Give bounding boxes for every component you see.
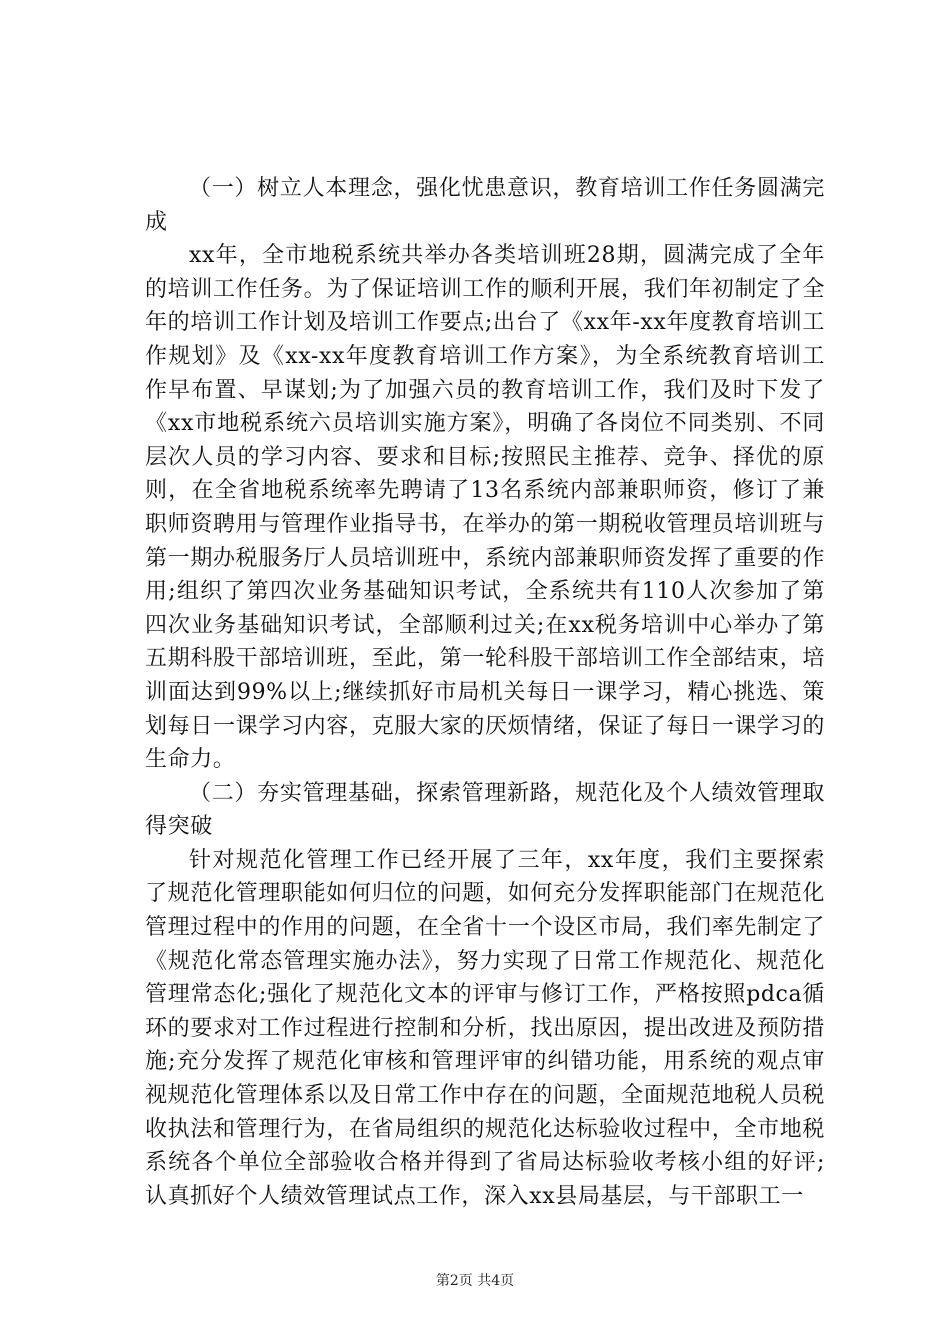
page-number-footer: 第2页 共4页 xyxy=(435,1273,515,1289)
section-heading-2: （二）夯实管理基础，探索管理新路，规范化及个人绩效管理取得突破 xyxy=(145,780,825,840)
section-heading-1: （一）树立人本理念，强化忧患意识，教育培训工作任务圆满完成 xyxy=(145,176,825,235)
body-paragraph-2: 针对规范化管理工作已经开展了三年，xx年度，我们主要探索了规范化管理职能如何归位的问题，如何充分发挥职能部门在规范化管理过程中的作用的问题，在全省十一个设区市局，我们率先制定了《规范化常态管理实施办法》，努力实现了日常工作规范化、规范化管理常态化;强化了规范化文本的评审与修订工作，严格按照pdca循环的要求对工作过程进行控制和分析，找出原因，提出改进及预防措施;充分发挥了规范化审核和管理评审的纠错功能，用系统的观点审视规范化管理体系以及日常工作中存在的问题，全面规范地税人员税收执法和管理行为，在省局组织的规范化达标验收过程中，全市地税系统各个单位全部验收合格并得到了省局达标验收考核小组的好评;认真抓好个人绩效管理试点工作，深入xx县局基层，与干部职工一 xyxy=(145,847,825,1209)
body-paragraph-1: xx年，全市地税系统共举办各类培训班28期，圆满完成了全年的培训工作任务。为了保证培训工作的顺利开展，我们年初制定了全年的培训工作计划及培训工作要点;出台了《xx年-xx年度教育培训工作规划》及《xx-xx年度教育培训工作方案》，为全系统教育培训工作早布置、早谋划;为了加强六员的教育培训工作，我们及时下发了《xx市地税系统六员培训实施方案》，明确了各岗位不同类别、不同层次人员的学习内容、要求和目标;按照民主推荐、竞争、择优的原则，在全省地税系统率先聘请了13名系统内部兼职师资，修订了兼职师资聘用与管理作业指导书，在举办的第一期税收管理员培训班与第一期办税服务厅人员培训班中，系统内部兼职师资发挥了重要的作用;组织了第四次业务基础知识考试，全系统共有110人次参加了第四次业务基础知识考试，全部顺利过关;在xx税务培训中心举办了第五期科股干部培训班，至此，第一轮科股干部培训工作全部结束，培训面达到99%以上;继续抓好市局机关每日一课学习，精心挑选、策划每日一课学习内容，克服大家的厌烦情绪，保证了每日一课学习的生命力。 xyxy=(145,243,825,773)
document-body xyxy=(145,172,825,1213)
